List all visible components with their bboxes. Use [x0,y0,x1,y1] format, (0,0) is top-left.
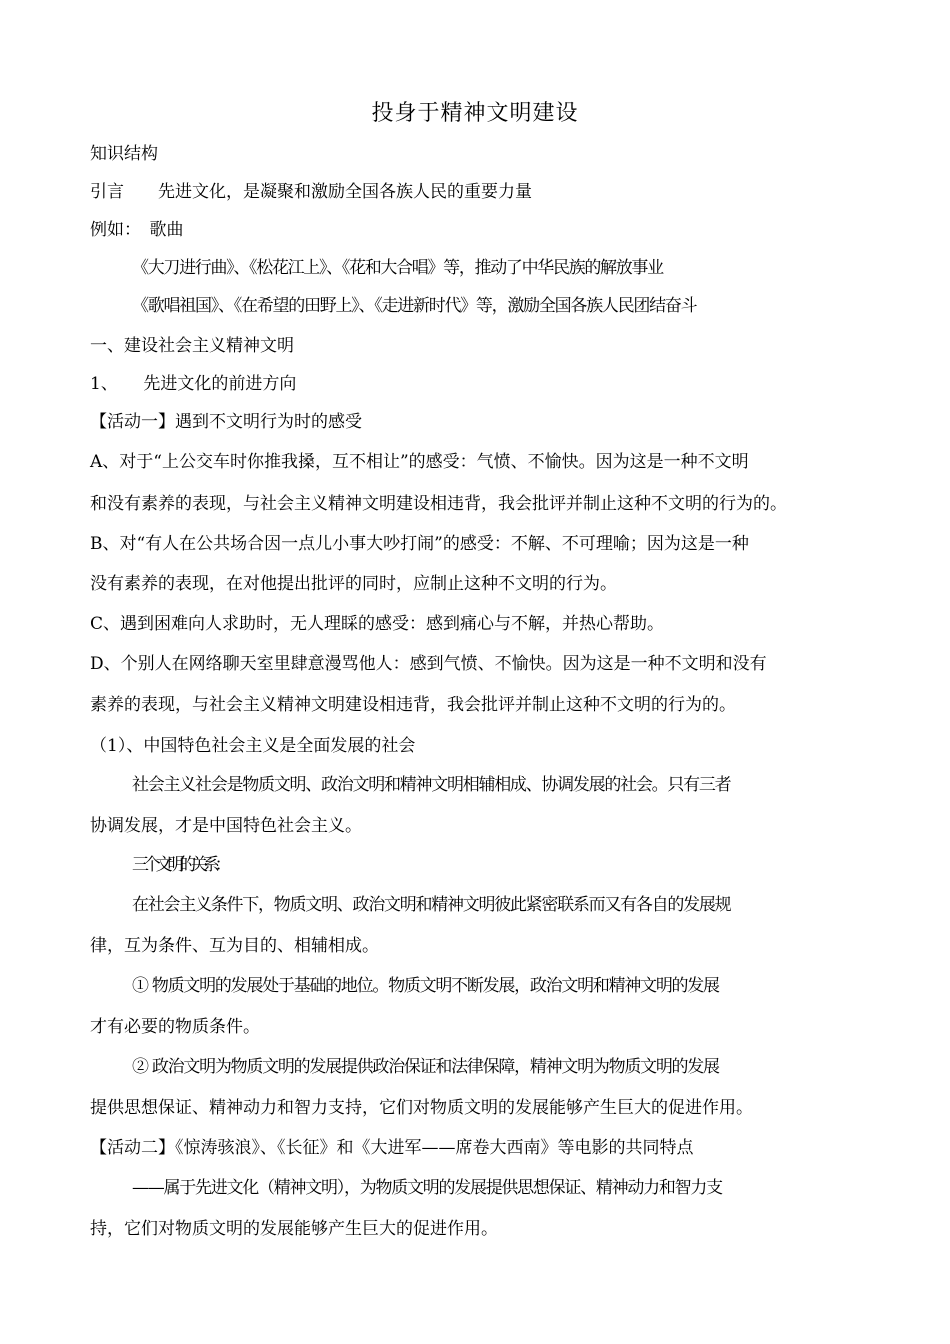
paragraph-line: ② 政治文明为物质文明的发展提供政治保证和法律保障，精神文明为物质文明的发展 [132,1057,719,1077]
paragraph-line: D、个别人在网络聊天室里肆意漫骂他人：感到气愤、不愉快。因为这是一种不文明和没有 [90,654,767,674]
paragraph-line: 没有素养的表现，在对他提出批评的同时，应制止这种不文明的行为。 [90,574,617,594]
paragraph-line: 素养的表现，与社会主义精神文明建设相违背，我会批评并制止这种不文明的行为的。 [90,695,736,715]
subsection-heading: （1）、中国特色社会主义是全面发展的社会 [90,736,416,756]
paragraph-line: C、遇到困难向人求助时，无人理睬的感受：感到痛心与不解，并热心帮助。 [90,614,665,634]
paragraph-line: 提供思想保证、精神动力和智力支持，它们对物质文明的发展能够产生巨大的促进作用。 [90,1098,753,1118]
paragraph-line: 在社会主义条件下，物质文明、政治文明和精神文明彼此紧密联系而又有各自的发展规 [132,895,731,915]
paragraph-line: 才有必要的物质条件。 [90,1017,260,1037]
paragraph-line: 三个文明的关系： [132,855,227,875]
song-list-line: 《歌唱祖国》、《在希望的田野上》、《走进新时代》等，激励全国各族人民团结奋斗 [132,296,697,316]
section-heading: 一、建设社会主义精神文明 [90,336,294,356]
paragraph-line: ① 物质文明的发展处于基础的地位。物质文明不断发展，政治文明和精神文明的发展 [132,976,719,996]
document-title: 投身于精神文明建设 [371,101,579,126]
section-label: 知识结构 [90,144,158,164]
paragraph-line: 律，互为条件、互为目的、相辅相成。 [90,936,379,956]
intro-line: 引言 先进文化，是凝聚和激励全国各族人民的重要力量 [90,182,532,202]
paragraph-line: A、对于“上公交车时你推我搡，互不相让”的感受：气愤、不愉快。因为这是一种不文明 [90,452,749,472]
example-line: 例如： 歌曲 [90,220,184,240]
paragraph-line: B、对“有人在公共场合因一点儿小事大吵打闹”的感受：不解、不可理喻；因为这是一种 [90,534,749,554]
paragraph-line: 和没有素养的表现，与社会主义精神文明建设相违背，我会批评并制止这种不文明的行为的。 [90,494,787,514]
paragraph-line: ——属于先进文化（精神文明），为物质文明的发展提供思想保证、精神动力和智力支 [132,1178,722,1198]
activity-heading: 【活动二】《惊涛骇浪》、《长征》和《大进军——席卷大西南》等电影的共同特点 [90,1138,694,1158]
paragraph-line: 社会主义社会是物质文明、政治文明和精神文明相辅相成、协调发展的社会。只有三者 [132,775,731,795]
paragraph-line: 持，它们对物质文明的发展能够产生巨大的促进作用。 [90,1219,498,1239]
activity-heading: 【活动一】遇到不文明行为时的感受 [90,412,362,432]
subsection-heading: 1、 先进文化的前进方向 [90,374,297,394]
song-list-line: 《大刀进行曲》、《松花江上》、《花和大合唱》等，推动了中华民族的解放事业 [132,258,663,278]
paragraph-line: 协调发展，才是中国特色社会主义。 [90,816,362,836]
